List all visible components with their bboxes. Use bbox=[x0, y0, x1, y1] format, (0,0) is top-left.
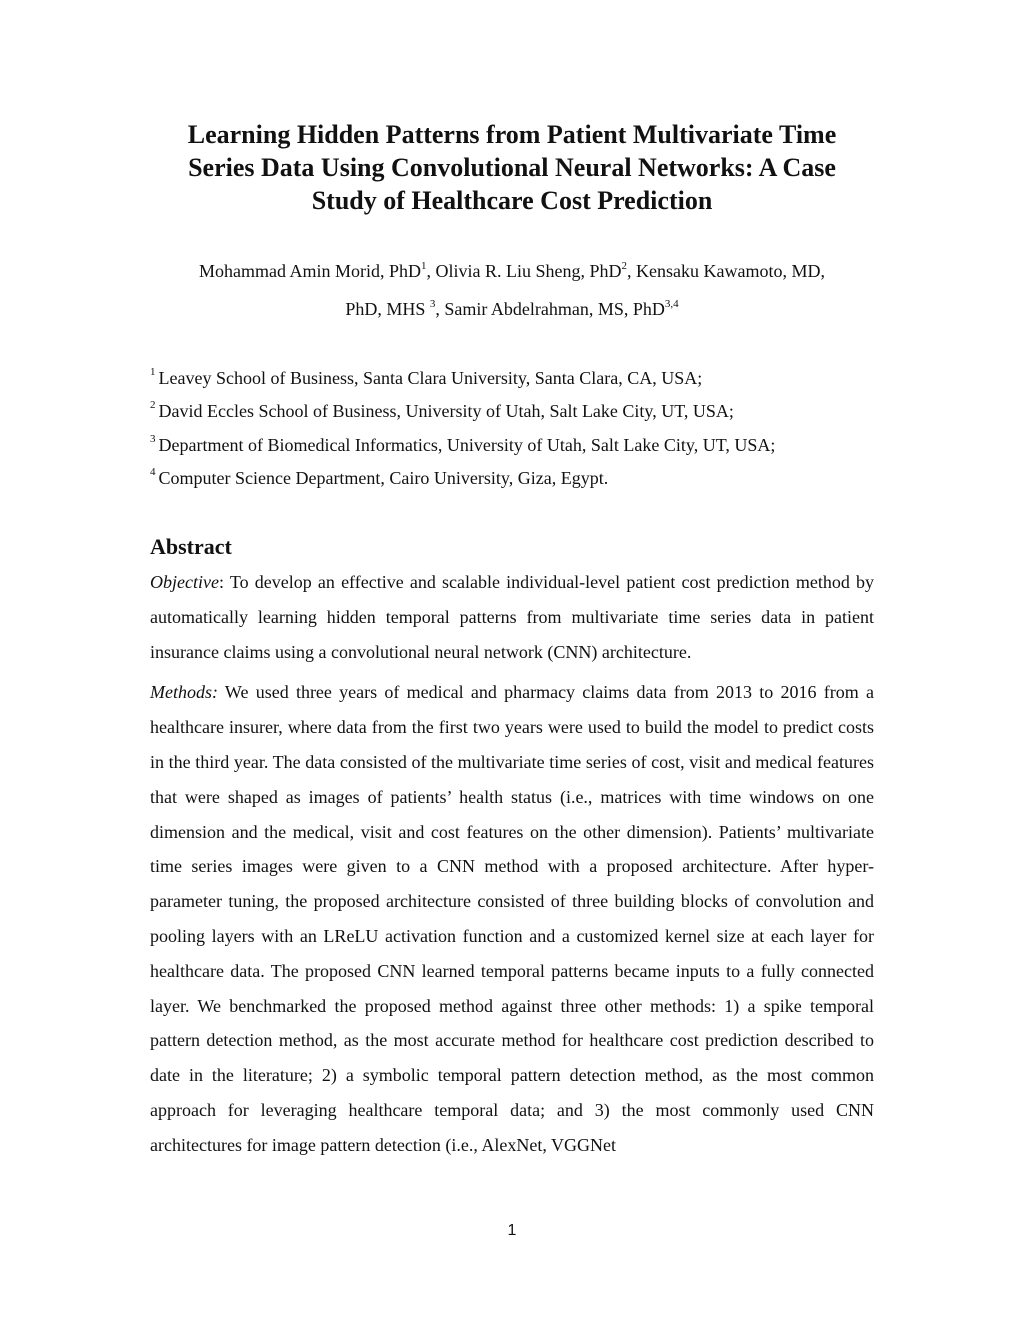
title-line-3: Study of Healthcare Cost Prediction bbox=[311, 186, 713, 215]
affiliation-item bbox=[150, 429, 890, 462]
paper-title bbox=[150, 118, 874, 217]
affiliation-number: 2 bbox=[150, 399, 156, 412]
page-number: 1 bbox=[507, 1222, 517, 1239]
abstract-body bbox=[150, 565, 874, 1163]
author-abdelrahman: , Samir Abdelrahman, MS, PhD bbox=[435, 299, 665, 319]
affiliation-text: Leavey School of Business, Santa Clara University, Santa Clara, CA, USA; bbox=[158, 368, 703, 388]
author-list bbox=[140, 252, 884, 328]
abstract-heading: Abstract bbox=[150, 534, 232, 559]
affiliation-text: David Eccles School of Business, University of Utah, Salt Lake City, UT, USA; bbox=[158, 401, 734, 422]
affiliation-text: Department of Biomedical Informatics, University of Utah, Salt Lake City, UT, USA; bbox=[158, 434, 776, 455]
affiliation-text: Computer Science Department, Cairo University, Giza, Egypt. bbox=[158, 467, 609, 488]
abstract-objective bbox=[150, 565, 874, 669]
affiliation-item bbox=[150, 395, 890, 428]
author-kawamoto: , Kensaku Kawamoto, MD, bbox=[627, 261, 825, 281]
author-kawamoto-affil: 3 bbox=[429, 298, 436, 310]
title-line-1: Learning Hidden Patterns from Patient Multivariate Time bbox=[187, 120, 837, 149]
author-kawamoto-degrees: PhD, MHS bbox=[345, 299, 426, 319]
author-morid-affil: 1 bbox=[421, 260, 427, 272]
affiliation-item bbox=[150, 462, 890, 495]
author-line-2 bbox=[140, 290, 884, 328]
affiliation-number: 1 bbox=[150, 366, 156, 378]
affiliation-number: 4 bbox=[150, 465, 156, 478]
author-liu-sheng: , Olivia R. Liu Sheng, PhD bbox=[426, 261, 622, 281]
author-morid: Mohammad Amin Morid, PhD bbox=[199, 261, 422, 281]
methods-text: We used three years of medical and pharmacy claims data from 2013 to 2016 from a healthcare insurer, where data from the first two years were used to build the model to predict costs in the third year. The data consisted of the multivariate time series of cost, visit and medical features that were shaped as images of patients’ health status (i.e., matrices with time windows on one dimension and the medical, visit and cost features on the other dimension). Patients’ multivariate time series images were given to a CNN method with a proposed architecture. After hyper-parameter tuning, the proposed architecture consisted of three building blocks of convolution and pooling layers with an LReLU activation function and a customized kernel size at each layer for healthcare data. The proposed CNN learned temporal patterns became inputs to a fully connected layer. We benchmarked the proposed method against three other methods: 1) a spike temporal pattern detection method, as the most accurate method for healthcare cost prediction described to date in the literature; 2) a symbolic temporal pattern detection method, as the most common approach for leveraging healthcare temporal data; and 3) the most commonly used CNN architectures for image pattern detection (i.e., AlexNet, VGGNet bbox=[150, 682, 874, 1155]
affiliation-list bbox=[150, 362, 890, 495]
objective-text: : To develop an effective and scalable individual-level patient cost prediction method by automatically learning hidden temporal patterns from multivariate time series data in patient insurance claims using a convolutional neural network (CNN) architecture. bbox=[150, 572, 874, 662]
author-liu-sheng-affil: 2 bbox=[621, 260, 628, 272]
affiliation-number: 3 bbox=[150, 432, 156, 445]
affiliation-item bbox=[150, 362, 890, 395]
author-line-1 bbox=[140, 252, 884, 290]
objective-label: Objective bbox=[150, 572, 219, 592]
title-line-2: Series Data Using Convolutional Neural Networks: A Case bbox=[188, 153, 836, 182]
methods-label: Methods: bbox=[150, 682, 218, 703]
author-abdelrahman-affil: 3,4 bbox=[664, 298, 679, 310]
abstract-methods bbox=[150, 675, 874, 1162]
